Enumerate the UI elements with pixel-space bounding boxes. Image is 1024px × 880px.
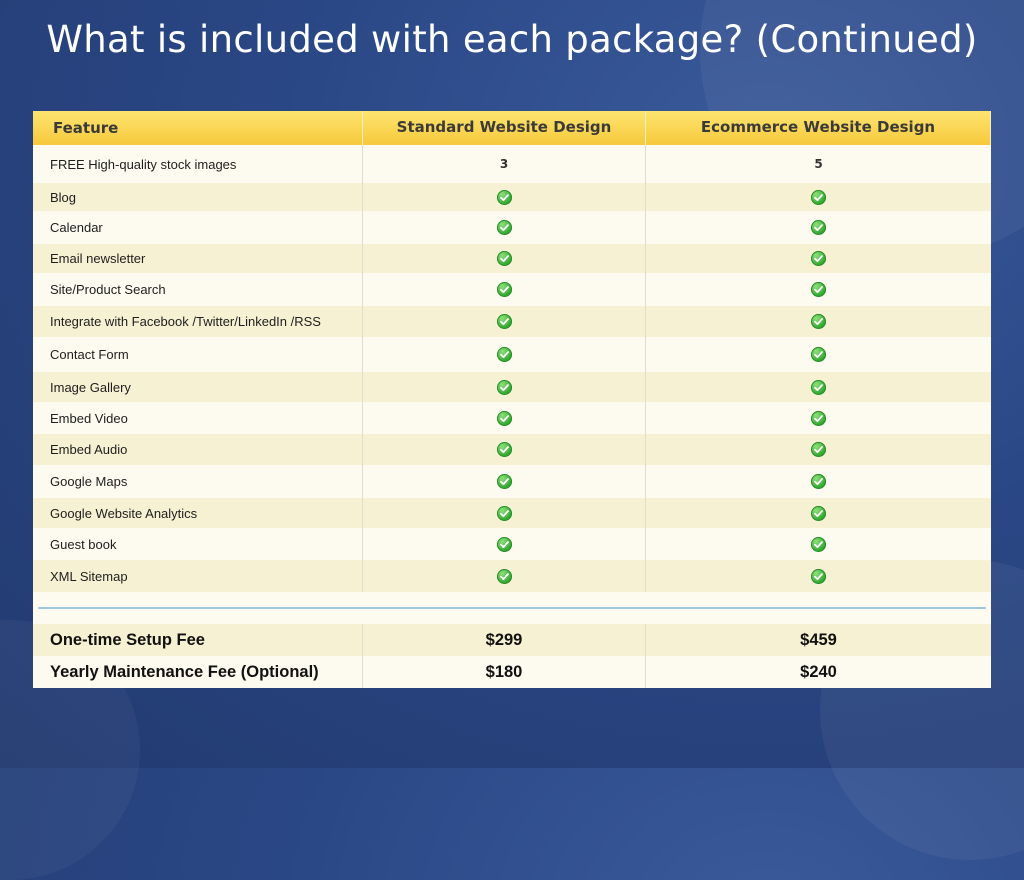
table-separator	[33, 592, 991, 624]
check-icon	[497, 347, 512, 362]
ecommerce-cell	[646, 244, 991, 273]
check-icon	[811, 442, 826, 457]
check-icon	[497, 442, 512, 457]
check-icon	[811, 569, 826, 584]
ecommerce-cell	[646, 372, 991, 402]
check-icon	[811, 380, 826, 395]
ecommerce-value	[646, 145, 991, 183]
feature-label: Image Gallery	[33, 372, 363, 402]
standard-cell	[363, 528, 646, 560]
package-comparison-table	[33, 111, 991, 688]
standard-cell	[363, 402, 646, 434]
ecommerce-cell	[646, 306, 991, 337]
check-icon	[497, 380, 512, 395]
ecommerce-price: $240	[800, 662, 837, 681]
check-icon	[811, 220, 826, 235]
ecommerce-cell	[646, 498, 991, 528]
check-icon	[811, 506, 826, 521]
table-row	[33, 465, 991, 498]
check-icon	[811, 190, 826, 205]
check-icon	[497, 282, 512, 297]
standard-cell	[363, 498, 646, 528]
ecommerce-cell	[646, 183, 991, 211]
table-row	[33, 528, 991, 560]
ecommerce-cell	[646, 402, 991, 434]
feature-label: Google Maps	[33, 465, 363, 498]
table-row	[33, 434, 991, 465]
feature-label: Guest book	[33, 528, 363, 560]
standard-cell	[363, 244, 646, 273]
standard-cell	[363, 372, 646, 402]
check-icon	[497, 220, 512, 235]
ecommerce-cell	[646, 465, 991, 498]
standard-cell	[363, 211, 646, 244]
check-icon	[497, 537, 512, 552]
standard-value	[363, 145, 646, 183]
feature-label: Integrate with Facebook /Twitter/LinkedIn /RSS	[33, 306, 363, 337]
table-body	[33, 145, 991, 592]
ecommerce-cell	[646, 273, 991, 306]
table-header-row	[33, 111, 991, 145]
header-ecommerce: Ecommerce Website Design	[646, 111, 991, 145]
table-row	[33, 372, 991, 402]
feature-label: Google Website Analytics	[33, 498, 363, 528]
table-row	[33, 560, 991, 592]
fee-label: One-time Setup Fee	[33, 624, 363, 656]
check-icon	[811, 347, 826, 362]
feature-label: FREE High-quality stock images	[33, 145, 363, 183]
check-icon	[811, 474, 826, 489]
check-icon	[811, 251, 826, 266]
check-icon	[497, 314, 512, 329]
table-row	[33, 402, 991, 434]
ecommerce-cell	[646, 211, 991, 244]
feature-label: Contact Form	[33, 337, 363, 372]
standard-cell	[363, 560, 646, 592]
fee-label: Yearly Maintenance Fee (Optional)	[33, 656, 363, 688]
standard-cell	[363, 337, 646, 372]
check-icon	[497, 569, 512, 584]
standard-price: $299	[363, 624, 646, 656]
slide-title: What is included with each package? (Continued)	[46, 18, 978, 61]
standard-cell	[363, 465, 646, 498]
feature-label: Embed Audio	[33, 434, 363, 465]
ecommerce-price: $459	[800, 630, 837, 649]
ecommerce-cell	[646, 434, 991, 465]
standard-cell	[363, 273, 646, 306]
standard-count: 3	[499, 157, 509, 171]
check-icon	[497, 251, 512, 266]
standard-price: $180	[363, 656, 646, 688]
standard-cell	[363, 183, 646, 211]
header-feature: Feature	[33, 111, 363, 145]
table-row	[33, 273, 991, 306]
table-row	[33, 211, 991, 244]
fee-row	[33, 624, 991, 656]
header-standard: Standard Website Design	[363, 111, 646, 145]
check-icon	[811, 282, 826, 297]
table-row	[33, 183, 991, 211]
table-row	[33, 244, 991, 273]
standard-cell	[363, 434, 646, 465]
check-icon	[497, 411, 512, 426]
check-icon	[811, 314, 826, 329]
standard-cell	[363, 306, 646, 337]
check-icon	[811, 537, 826, 552]
feature-label: XML Sitemap	[33, 560, 363, 592]
ecommerce-cell	[646, 560, 991, 592]
fee-rows	[33, 624, 991, 688]
feature-label: Blog	[33, 183, 363, 211]
table-row	[33, 145, 991, 183]
feature-label: Site/Product Search	[33, 273, 363, 306]
separator-line	[38, 607, 986, 609]
table-row	[33, 337, 991, 372]
table-row	[33, 306, 991, 337]
check-icon	[497, 474, 512, 489]
ecommerce-count: 5	[814, 157, 823, 171]
ecommerce-cell	[646, 337, 991, 372]
check-icon	[497, 506, 512, 521]
check-icon	[811, 411, 826, 426]
feature-label: Email newsletter	[33, 244, 363, 273]
ecommerce-cell	[646, 528, 991, 560]
feature-label: Embed Video	[33, 402, 363, 434]
table-row	[33, 498, 991, 528]
check-icon	[497, 190, 512, 205]
feature-label: Calendar	[33, 211, 363, 244]
fee-row	[33, 656, 991, 688]
